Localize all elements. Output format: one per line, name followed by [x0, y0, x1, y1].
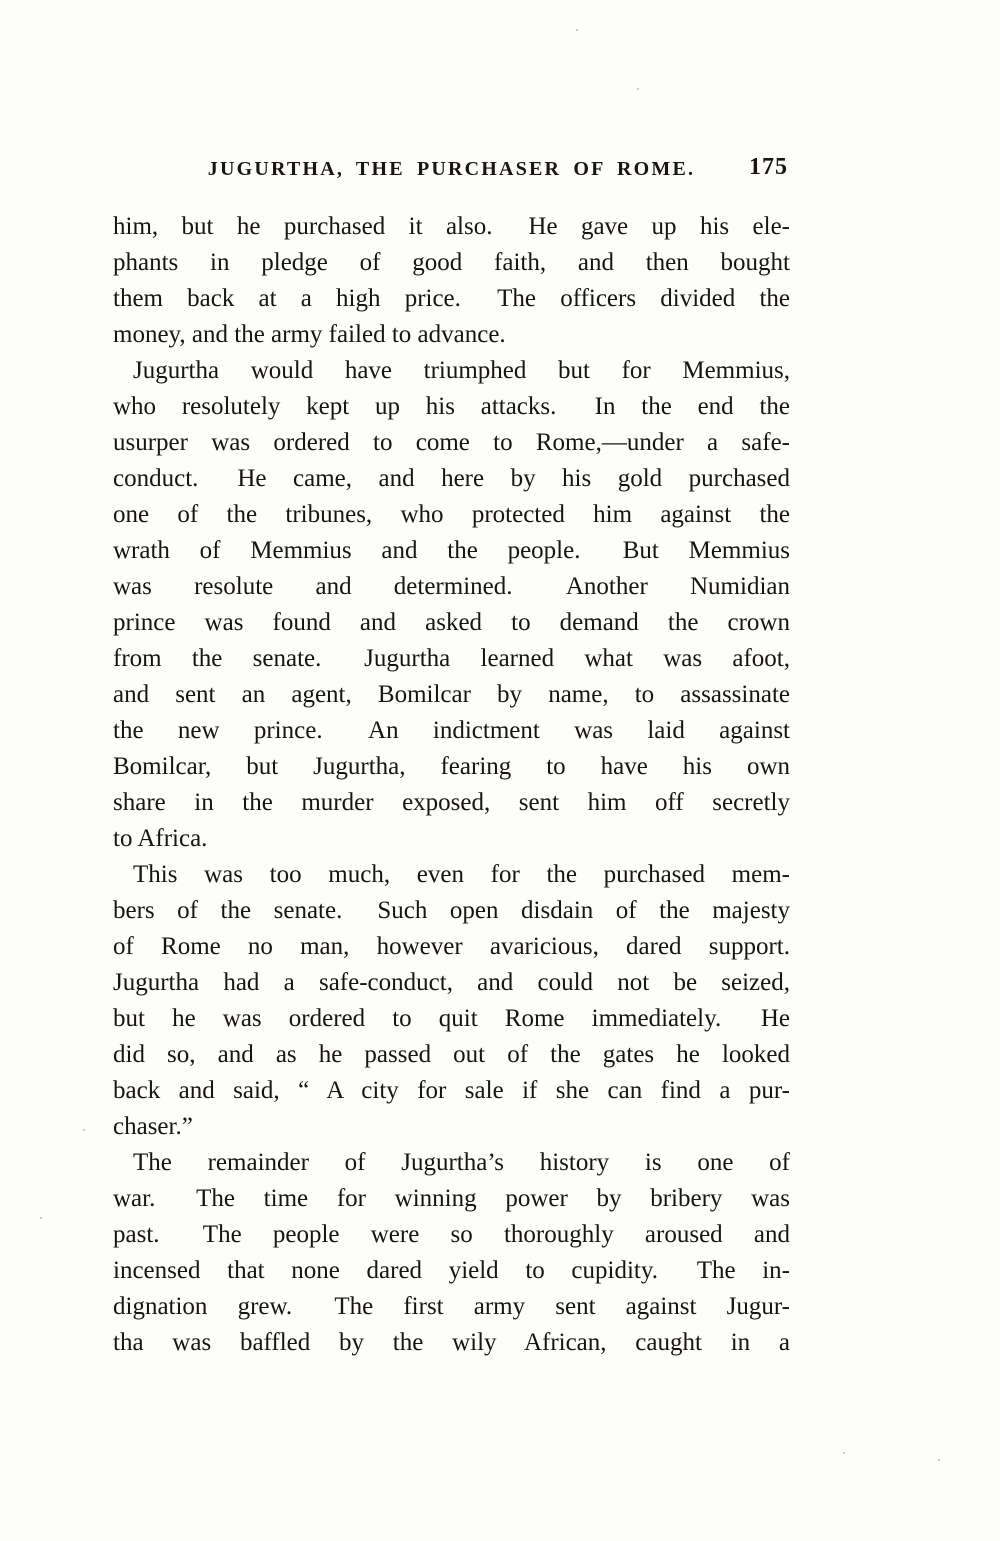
text-line: him, but he purchased it also. He gave up his ele-: [113, 213, 790, 240]
text-line: bers of the senate. Such open disdain of the majesty: [113, 897, 790, 924]
text-line: and sent an agent, Bomilcar by name, to assassinate: [113, 681, 790, 708]
text-line: past. The people were so thoroughly aroused and: [113, 1221, 790, 1248]
text-line: them back at a high price. The officers divided the: [113, 285, 790, 312]
text-line: prince was found and asked to demand the crown: [113, 609, 790, 636]
text-line: who resolutely kept up his attacks. In the end the: [113, 393, 790, 420]
text-line: Jugurtha had a safe-conduct, and could not be seized,: [113, 969, 790, 996]
running-title: JUGURTHA, THE PURCHASER OF ROME.: [207, 158, 696, 180]
scan-speck: [637, 88, 639, 90]
text-line: conduct. He came, and here by his gold purchased: [113, 465, 790, 492]
scan-speck: [843, 1452, 845, 1454]
text-line: from the senate. Jugurtha learned what was afoot,: [113, 645, 790, 672]
scan-speck: [576, 29, 578, 31]
text-line: dignation grew. The first army sent against Jugur-: [113, 1293, 790, 1320]
scan-speck: [40, 1217, 42, 1219]
text-line: to Africa.: [113, 825, 208, 852]
page-number: 175: [749, 154, 788, 180]
text-line: tha was baffled by the wily African, caught in a: [113, 1329, 790, 1356]
text-line: share in the murder exposed, sent him off secretly: [113, 789, 790, 816]
scan-speck: [83, 1129, 85, 1131]
text-line: Jugurtha would have triumphed but for Memmius,: [133, 357, 790, 384]
text-line: war. The time for winning power by bribery was: [113, 1185, 790, 1212]
text-line: The remainder of Jugurtha’s history is one of: [133, 1149, 790, 1176]
text-line: phants in pledge of good faith, and then bought: [113, 249, 790, 276]
text-line: usurper was ordered to come to Rome,—under a safe-: [113, 429, 790, 456]
text-line: This was too much, even for the purchased mem-: [133, 861, 790, 888]
text-line: one of the tribunes, who protected him against the: [113, 501, 790, 528]
text-line: wrath of Memmius and the people. But Memmius: [113, 537, 790, 564]
text-line: money, and the army failed to advance.: [113, 321, 506, 348]
text-line: of Rome no man, however avaricious, dared support.: [113, 933, 790, 960]
text-line: did so, and as he passed out of the gates he looked: [113, 1041, 790, 1068]
scan-speck: [938, 1459, 940, 1461]
text-line: Bomilcar, but Jugurtha, fearing to have his own: [113, 753, 790, 780]
text-line: the new prince. An indictment was laid against: [113, 717, 790, 744]
text-line: was resolute and determined. Another Numidian: [113, 573, 790, 600]
text-line: incensed that none dared yield to cupidity. The in-: [113, 1257, 790, 1284]
running-header: [113, 154, 790, 186]
page-text: [113, 209, 790, 1361]
text-line: back and said, “ A city for sale if she can find a pur-: [113, 1077, 790, 1104]
text-line: chaser.”: [113, 1113, 193, 1140]
text-line: but he was ordered to quit Rome immediately. He: [113, 1005, 790, 1032]
